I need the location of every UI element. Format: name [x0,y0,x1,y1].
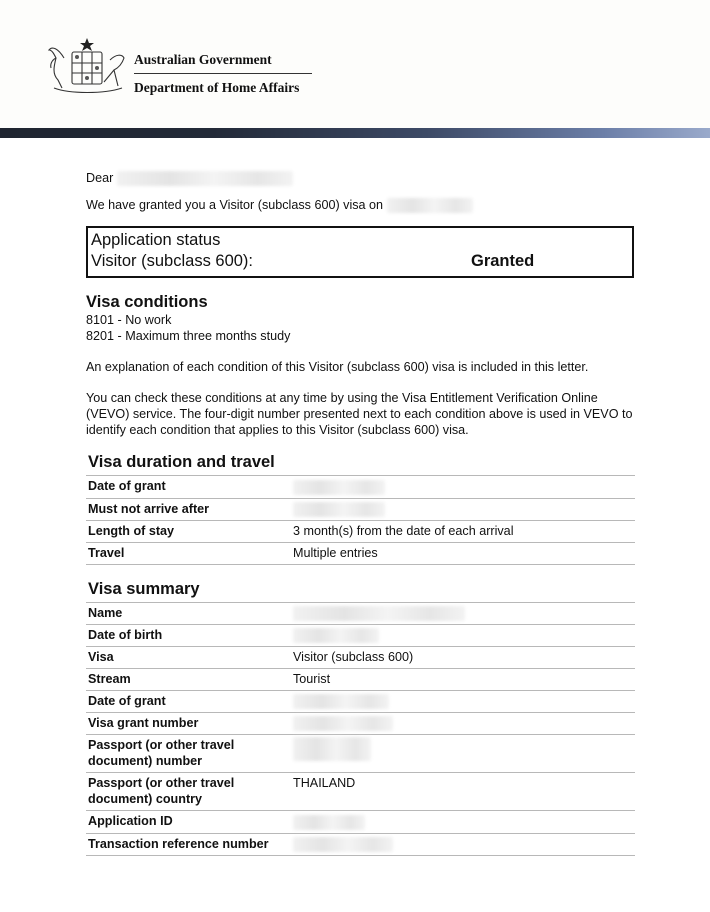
table-row [86,520,635,542]
redacted-value [293,837,393,852]
row-value: THAILAND [290,773,635,811]
table-row [86,476,635,498]
grant-line-text: We have granted you a Visitor (subclass 600) visa on [86,198,384,213]
row-value [290,624,635,646]
row-label: Visa [86,647,290,669]
duration-heading: Visa duration and travel [88,453,275,472]
table-row [86,735,635,773]
row-value: Visitor (subclass 600) [290,647,635,669]
row-label: Length of stay [86,520,290,542]
conditions-heading: Visa conditions [86,293,208,312]
header-band [0,128,710,138]
application-status-box [86,226,634,278]
row-value: Multiple entries [290,542,635,564]
redacted-value [293,815,365,830]
row-value [290,476,635,498]
redacted-date [387,198,473,213]
org-name: Australian Government [134,52,312,74]
row-label: Passport (or other travel document) country [86,773,290,811]
redacted-value [293,694,389,709]
status-label: Visitor (subclass 600): [91,252,254,271]
condition-item: 8101 - No work [86,313,172,328]
salutation [86,170,634,186]
redacted-value [293,606,465,621]
letter-body [86,170,634,856]
redacted-value [293,480,385,495]
row-label: Passport (or other travel document) number [86,735,290,773]
status-value: Granted [471,252,535,271]
table-row [86,811,635,833]
table-row [86,647,635,669]
status-heading: Application status [91,231,221,250]
redacted-value [293,716,393,731]
row-label: Stream [86,669,290,691]
table-row [86,669,635,691]
row-label: Must not arrive after [86,498,290,520]
table-row [86,624,635,646]
table-row [86,691,635,713]
department-name: Department of Home Affairs [134,80,300,95]
duration-table [86,475,635,564]
letterhead [0,0,710,128]
summary-table [86,602,635,856]
row-label: Travel [86,542,290,564]
table-row [86,602,635,624]
status-row [91,250,628,272]
table-row [86,498,635,520]
vevo-paragraph: You can check these conditions at any time by using the Visa Entitlement Verification Online (VEVO) service. The four-digit number presented next to each condition above is used in VEVO to identify each condition that applies to this Visitor (subclass 600) visa. [86,391,633,438]
row-value [290,713,635,735]
redacted-value [293,628,379,643]
row-value [290,602,635,624]
table-row [86,542,635,564]
table-row [86,773,635,811]
condition-item: 8201 - Maximum three months study [86,329,291,344]
row-label: Visa grant number [86,713,290,735]
row-value [290,498,635,520]
redacted-value [293,737,371,761]
row-value: Tourist [290,669,635,691]
summary-heading: Visa summary [88,579,200,598]
row-label: Date of grant [86,476,290,498]
row-label: Date of grant [86,691,290,713]
row-value [290,811,635,833]
redacted-value [293,502,385,517]
row-value: 3 month(s) from the date of each arrival [290,520,635,542]
coat-of-arms-icon [44,36,130,96]
row-label: Application ID [86,811,290,833]
row-value [290,691,635,713]
row-label: Date of birth [86,624,290,646]
redacted-name [117,171,293,186]
row-value [290,833,635,855]
grant-line [86,197,634,213]
conditions-explanation: An explanation of each condition of this Visitor (subclass 600) visa is included in this letter. [86,360,589,375]
table-row [86,833,635,855]
row-label: Transaction reference number [86,833,290,855]
row-label: Name [86,602,290,624]
row-value [290,735,635,773]
table-row [86,713,635,735]
salutation-text: Dear [86,171,114,185]
